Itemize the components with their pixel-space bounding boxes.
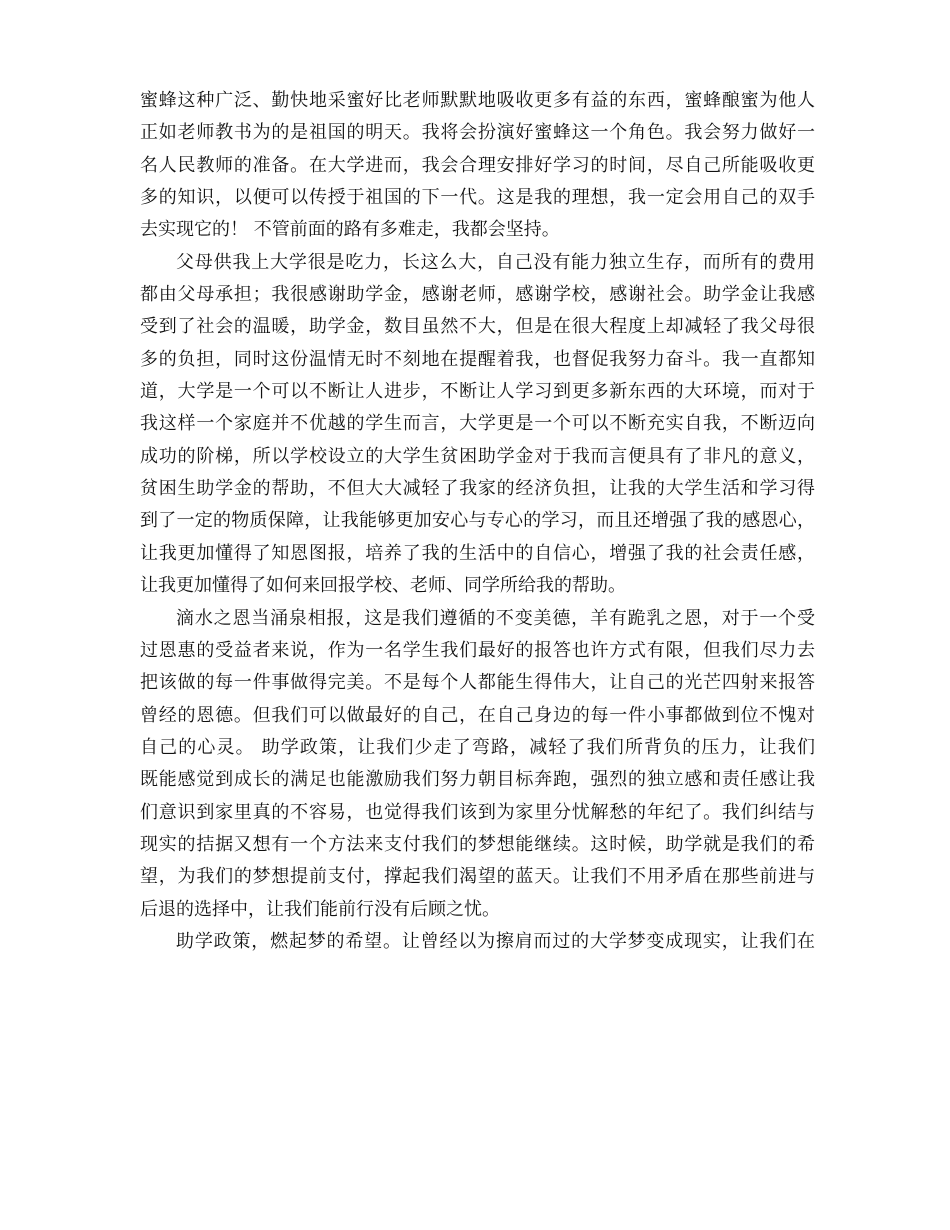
text-line: 多的负担，同时这份温情无时不刻地在提醒着我，也督促我努力奋斗。我一直都知 — [140, 348, 815, 370]
text-line: 让我更加懂得了如何来回报学校、老师、同学所给我的帮助。 — [140, 575, 626, 597]
text-line: 正如老师教书为的是祖国的明天。我将会扮演好蜜蜂这一个角色。我会努力做好一 — [140, 122, 815, 144]
text-line: 蜜蜂这种广泛、勤快地采蜜好比老师默默地吸收更多有益的东西，蜜蜂酿蜜为他人 — [140, 90, 815, 111]
text-line: 成功的阶梯，所以学校设立的大学生贫困助学金对于我而言便具有了非凡的意义， — [140, 445, 815, 467]
text-line: 到了一定的物质保障，让我能够更加安心与专心的学习，而且还增强了我的感恩心， — [140, 510, 815, 532]
text-line: 贫困生助学金的帮助，不但大大减轻了我家的经济负担，让我的大学生活和学习得 — [140, 478, 815, 500]
text-line: 去实现它的！ 不管前面的路有多难走，我都会坚持。 — [140, 219, 560, 241]
paragraph-first-line: 父母供我上大学很是吃力，长这么大，自己没有能力独立生存，而所有的费用 — [176, 251, 815, 273]
text-line: 多的知识，以便可以传授于祖国的下一代。这是我的理想，我一定会用自己的双手 — [140, 187, 815, 209]
text-line: 把该做的每一件事做得完美。不是每个人都能生得伟大，让自己的光芒四射来报答 — [140, 672, 815, 694]
text-line: 受到了社会的温暖，助学金，数目虽然不大，但是在很大程度上却减轻了我父母很 — [140, 316, 815, 338]
text-line: 们意识到家里真的不容易，也觉得我们该到为家里分忧解愁的年纪了。我们纠结与 — [140, 801, 815, 823]
text-line: 都由父母承担；我很感谢助学金，感谢老师，感谢学校，感谢社会。助学金让我感 — [140, 284, 815, 306]
text-line: 望，为我们的梦想提前支付，撑起我们渴望的蓝天。让我们不用矛盾在那些前进与 — [140, 866, 815, 888]
text-line: 道，大学是一个可以不断让人进步，不断让人学习到更多新东西的大环境，而对于 — [140, 381, 815, 403]
text-line: 我这样一个家庭并不优越的学生而言，大学更是一个可以不断充实自我，不断迈向 — [140, 413, 815, 435]
text-line: 既能感觉到成长的满足也能激励我们努力朝目标奔跑，强烈的独立感和责任感让我 — [140, 769, 815, 791]
text-line: 名人民教师的准备。在大学进而，我会合理安排好学习的时间，尽自己所能吸收更 — [140, 154, 815, 176]
text-line: 自己的心灵。 助学政策，让我们少走了弯路，减轻了我们所背负的压力，让我们 — [140, 736, 815, 758]
text-line: 后退的选择中，让我们能前行没有后顾之忧。 — [140, 898, 500, 920]
text-line: 过恩惠的受益者来说，作为一名学生我们最好的报答也许方式有限，但我们尽力去 — [140, 639, 815, 661]
text-line: 曾经的恩德。但我们可以做最好的自己，在自己身边的每一件小事都做到位不愧对 — [140, 704, 815, 726]
text-line: 现实的拮据又想有一个方法来支付我们的梦想能继续。这时候，助学就是我们的希 — [140, 833, 815, 855]
text-line: 让我更加懂得了知恩图报，培养了我的生活中的自信心，增强了我的社会责任感， — [140, 542, 815, 564]
paragraph-first-line: 助学政策，燃起梦的希望。让曾经以为擦肩而过的大学梦变成现实，让我们在 — [176, 930, 815, 952]
paragraph-first-line: 滴水之恩当涌泉相报，这是我们遵循的不变美德，羊有跪乳之恩，对于一个受 — [176, 607, 815, 629]
document-body — [140, 85, 815, 958]
